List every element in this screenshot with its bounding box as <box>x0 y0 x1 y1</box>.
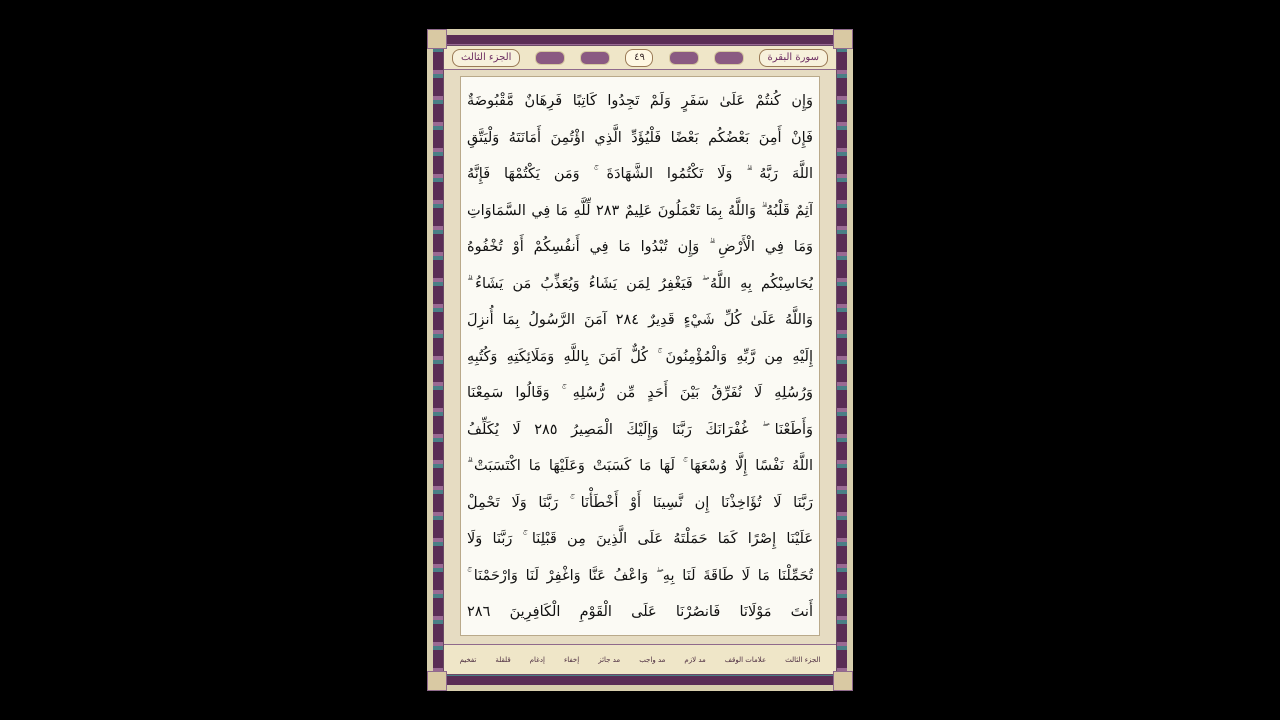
corner-ornament-icon <box>427 671 447 691</box>
corner-ornament-icon <box>833 29 853 49</box>
text-line: عَلَيْنَا إِصْرًا كَمَا حَمَلْتَهُ عَلَى الَّذِينَ مِن قَبْلِنَا ۚ رَبَّنَا وَلَا <box>467 531 813 547</box>
text-line: وَمَا فِي الْأَرْضِ ۗ وَإِن تُبْدُوا مَا فِي أَنفُسِكُمْ أَوْ تُخْفُوهُ <box>467 239 813 255</box>
footer-item: مد جائز <box>598 655 621 664</box>
header-ornament-icon <box>714 51 744 65</box>
page-header <box>444 46 836 70</box>
footer-item: علامات الوقف <box>724 655 767 664</box>
footer-item: الجزء الثالث <box>785 655 821 664</box>
juz-label: الجزء الثالث <box>452 49 520 67</box>
text-line: فَإِنْ أَمِنَ بَعْضُكُم بَعْضًا فَلْيُؤَدِّ الَّذِي اؤْتُمِنَ أَمَانَتَهُ وَلْيَتَّقِ <box>467 129 813 146</box>
page-footer <box>444 644 836 674</box>
footer-item: قلقلة <box>495 655 511 664</box>
header-ornament-icon <box>535 51 565 65</box>
header-ornament-icon <box>580 51 610 65</box>
text-line: وَإِن كُنتُمْ عَلَىٰ سَفَرٍ وَلَمْ تَجِدُوا كَاتِبًا فَرِهَانٌ مَّقْبُوضَةٌ <box>467 93 813 109</box>
text-line: وَأَطَعْنَا ۖ غُفْرَانَكَ رَبَّنَا وَإِلَيْكَ الْمَصِيرُ ٢٨٥ لَا يُكَلِّفُ <box>467 421 813 438</box>
text-line: اللَّهُ نَفْسًا إِلَّا وُسْعَهَا ۚ لَهَا مَا كَسَبَتْ وَعَلَيْهَا مَا اكْتَسَبَتْ ۗ <box>467 458 813 474</box>
text-line: اللَّهَ رَبَّهُ ۗ وَلَا تَكْتُمُوا الشَّهَادَةَ ۚ وَمَن يَكْتُمْهَا فَإِنَّهُ <box>467 166 813 182</box>
footer-item: إخفاء <box>563 655 580 664</box>
text-line: أَنتَ مَوْلَانَا فَانصُرْنَا عَلَى الْقَوْمِ الْكَافِرِينَ ٢٨٦ <box>467 604 813 620</box>
surah-label: سورة البقرة <box>759 49 828 67</box>
footer-item: إدغام <box>529 655 545 664</box>
text-line: آثِمٌ قَلْبُهُ ۗ وَاللَّهُ بِمَا تَعْمَلُونَ عَلِيمٌ ٢٨٣ لِّلَّهِ مَا فِي السَّمَاوَاتِ <box>467 202 813 219</box>
text-line: رَبَّنَا لَا تُؤَاخِذْنَا إِن نَّسِينَا أَوْ أَخْطَأْنَا ۚ رَبَّنَا وَلَا تَحْمِلْ <box>467 494 813 511</box>
footer-item: تفخيم <box>459 655 477 664</box>
mushaf-page <box>427 29 853 691</box>
corner-ornament-icon <box>427 29 447 49</box>
footer-item: مد واجب <box>639 655 666 664</box>
footer-item: مد لازم <box>684 655 706 664</box>
text-line: يُحَاسِبْكُم بِهِ اللَّهُ ۖ فَيَغْفِرُ لِمَن يَشَاءُ وَيُعَذِّبُ مَن يَشَاءُ ۗ <box>467 275 813 292</box>
page-number: ٤٩ <box>625 49 653 67</box>
page-inner <box>443 45 837 675</box>
header-ornament-icon <box>669 51 699 65</box>
corner-ornament-icon <box>833 671 853 691</box>
text-line: وَرُسُلِهِ لَا نُفَرِّقُ بَيْنَ أَحَدٍ مِّن رُّسُلِهِ ۚ وَقَالُوا سَمِعْنَا <box>467 385 813 401</box>
text-line: تُحَمِّلْنَا مَا لَا طَاقَةَ لَنَا بِهِ ۖ وَاعْفُ عَنَّا وَاغْفِرْ لَنَا وَارْحَمْنَا ۚ <box>467 567 813 584</box>
text-line: إِلَيْهِ مِن رَّبِّهِ وَالْمُؤْمِنُونَ ۚ كُلٌّ آمَنَ بِاللَّهِ وَمَلَائِكَتِهِ وَكُتُبِهِ <box>467 348 813 365</box>
quran-text-block <box>460 76 820 636</box>
page-frame <box>433 35 847 685</box>
text-line: وَاللَّهُ عَلَىٰ كُلِّ شَيْءٍ قَدِيرٌ ٢٨٤ آمَنَ الرَّسُولُ بِمَا أُنزِلَ <box>467 312 813 328</box>
